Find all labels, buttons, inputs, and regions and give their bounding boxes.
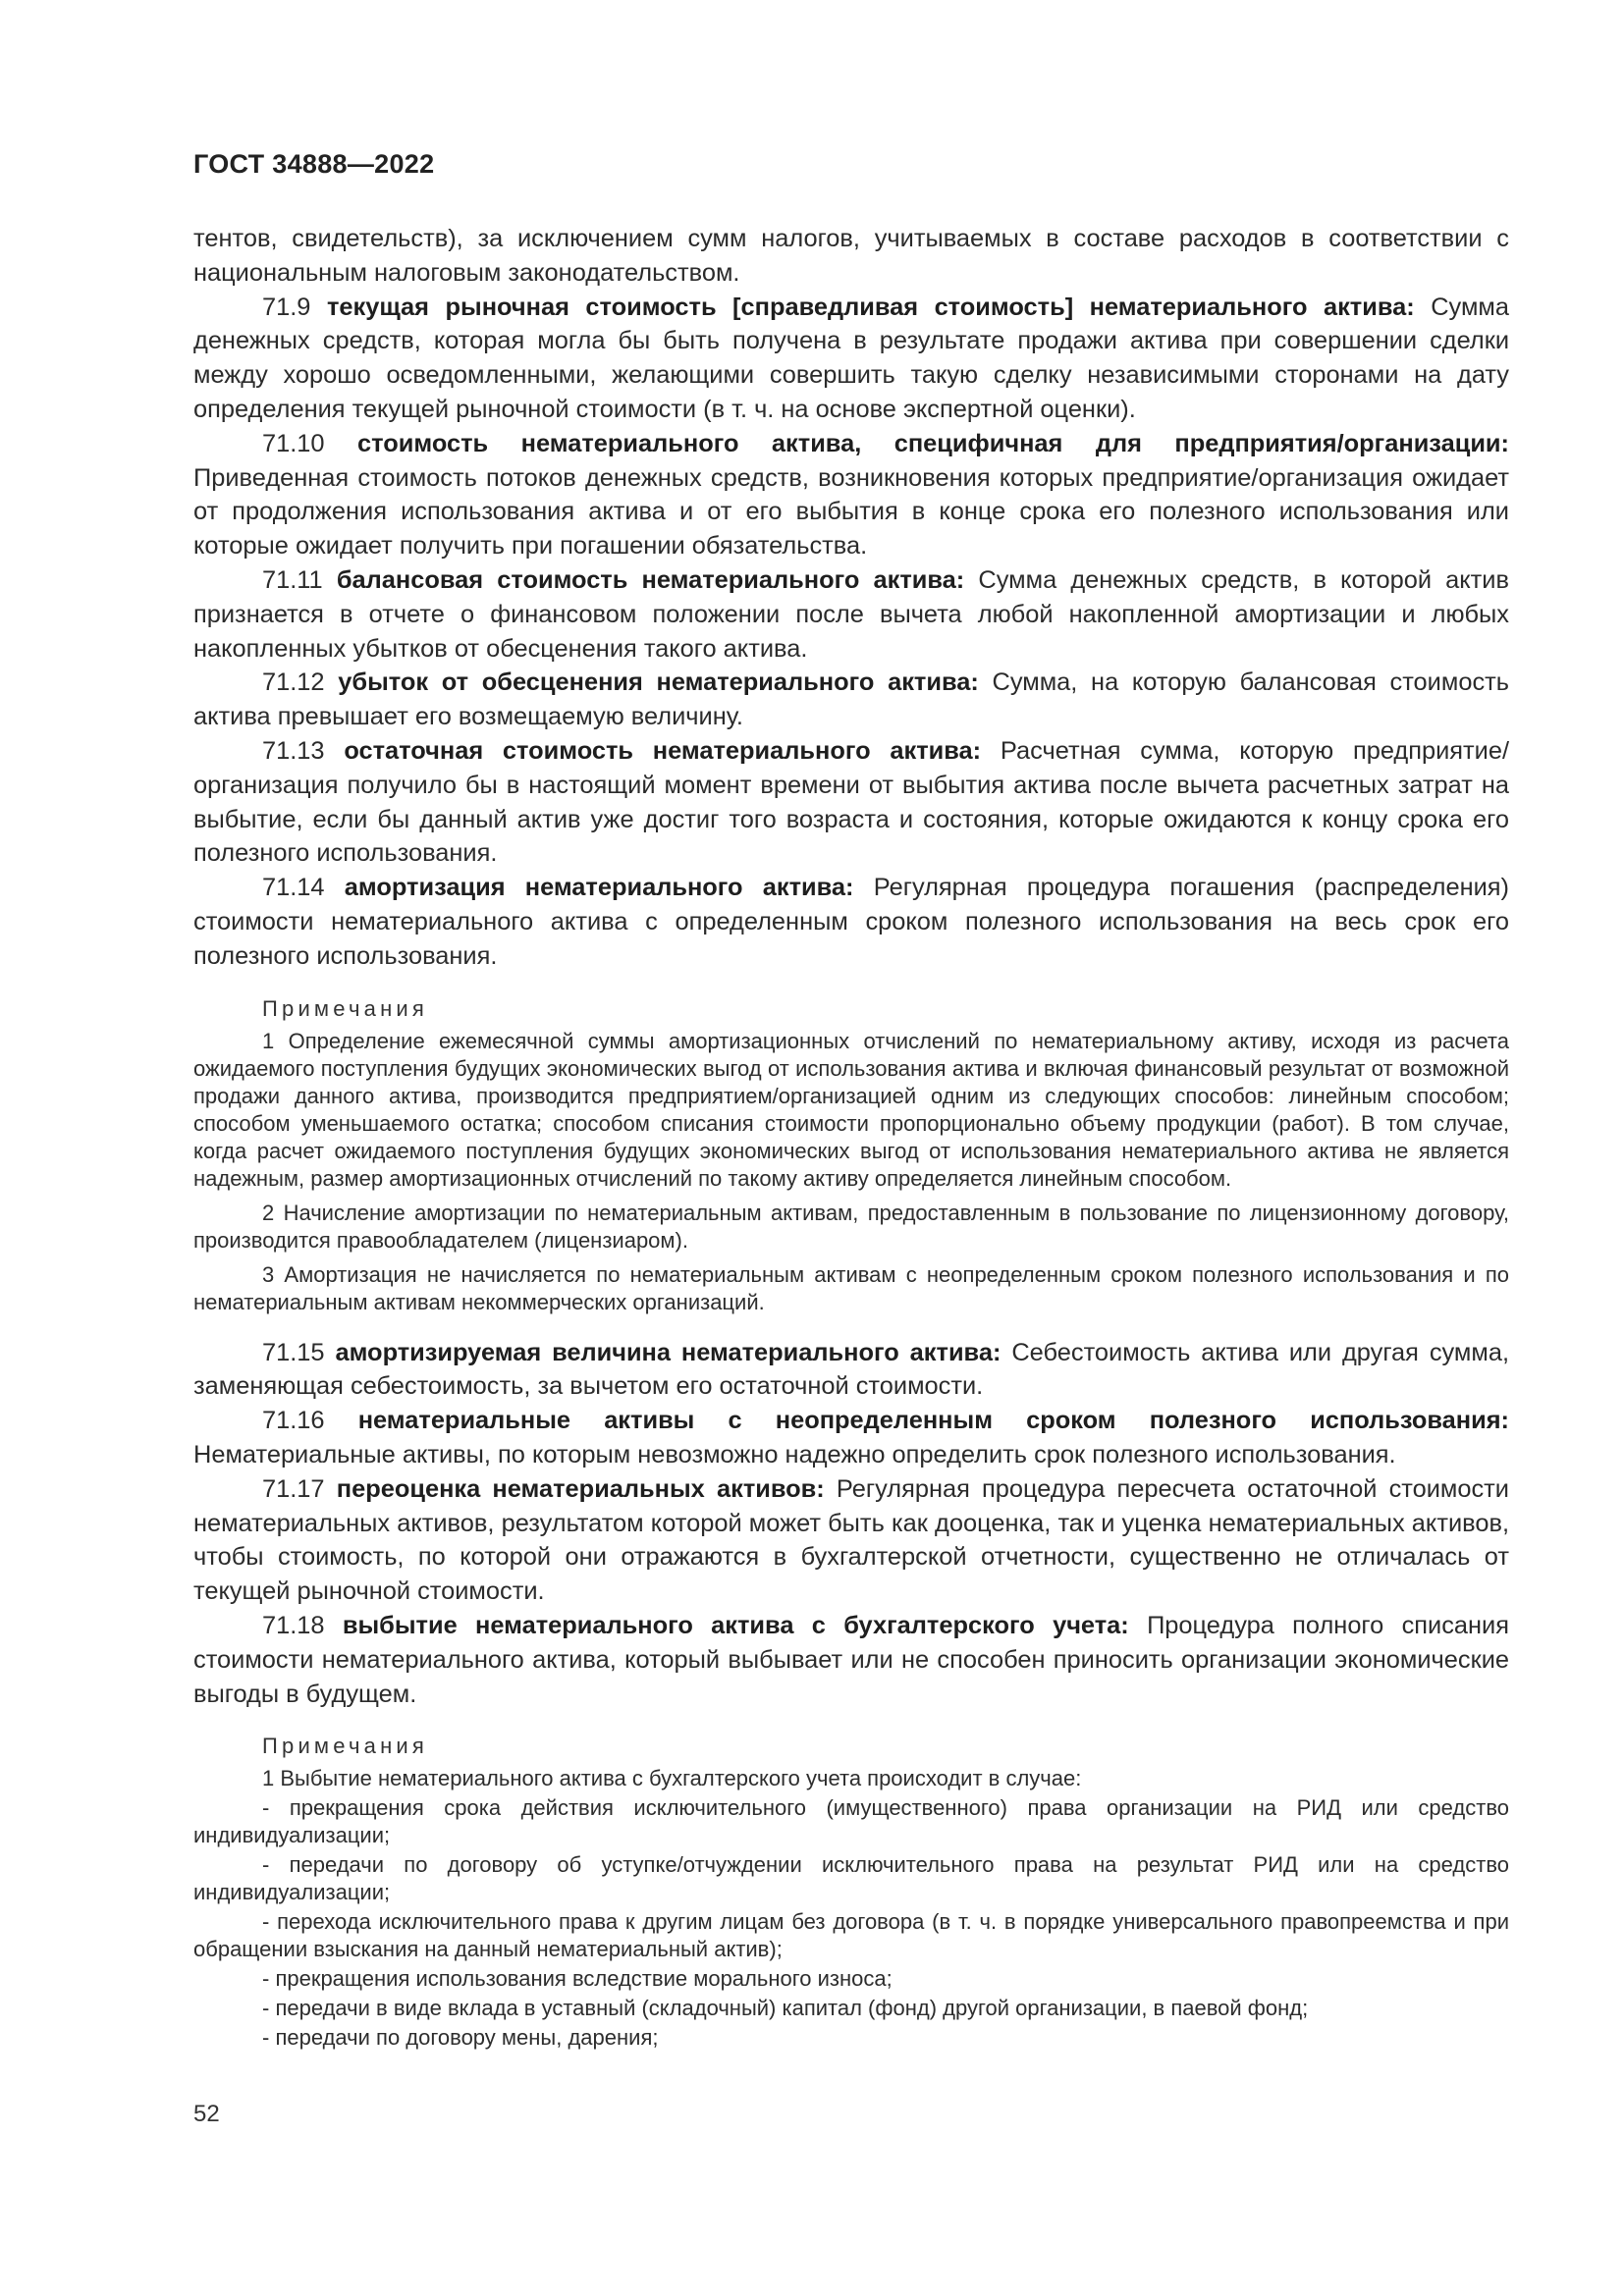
- note-item: 3 Амортизация не начисляется по нематериальным активам с неопределенным сроком полезного использования и по нематериальным активам некоммерческих организаций.: [193, 1261, 1509, 1314]
- term-name: убыток от обесценения нематериального актива:: [338, 668, 979, 697]
- note-item: 1 Определение ежемесячной суммы амортизационных отчислений по нематериальному активу, исходя из расчета ожидаемого поступления будущих экономических выгод от использования актива и включая финансовый результат от возможной продажи данного актива, производится предприятием/организацией одним из следующих способов: линейным способом; способом уменьшаемого остатка; способом списания стоимости пропорционально объему продукции (работ). В том случае, когда расчет ожидаемого поступления будущих экономических выгод от использования нематериального актива не является надежным, размер амортизационных отчислений по такому активу определяется линейным способом.: [193, 1028, 1509, 1191]
- term-number: 71.18: [262, 1611, 325, 1639]
- terms-section-a: [193, 291, 1509, 974]
- term-number: 71.11: [262, 565, 323, 594]
- page-content: [193, 222, 1509, 2054]
- notes-list-a: [193, 1028, 1509, 1316]
- term-definition: [193, 1472, 1509, 1609]
- term-text: Нематериальные активы, по которым невозможно надежно определить срок полезного использования.: [193, 1440, 1396, 1468]
- term-number: 71.13: [262, 736, 325, 765]
- note-item: - передачи по договору об уступке/отчуждении исключительного права на результат РИД или на средство индивидуализации;: [193, 1852, 1509, 1905]
- term-text: Регулярная процедура пересчета остаточной стоимости нематериальных активов, результатом которой может быть как дооценка, так и уценка нематериальных активов, чтобы стоимость, по которой они отражаются в бухгалтерской отчетности, существенно не отличалась от текущей рыночной стоимости.: [193, 1474, 1509, 1606]
- term-definition: [193, 734, 1509, 871]
- note-item: - передачи в виде вклада в уставный (складочный) капитал (фонд) другой организации, в паевой фонд;: [262, 1996, 1309, 2021]
- term-name: переоценка нематериальных активов:: [336, 1474, 825, 1503]
- term-number: 71.10: [262, 429, 325, 457]
- term-definition: [193, 427, 1509, 563]
- term-definition: [193, 563, 1509, 666]
- term-number: 71.9: [262, 293, 311, 321]
- term-name: амортизация нематериального актива:: [344, 874, 854, 902]
- term-definition: [193, 871, 1509, 973]
- term-text: Расчетная сумма, которую предприятие/организация получило бы в настоящий момент времени от выбытия актива после вычета расчетных затрат на выбытие, если бы данный актив уже достиг того возраста и состояния, которые ожидаются к концу срока его полезного использования.: [193, 736, 1509, 868]
- term-text: Приведенная стоимость потоков денежных средств, возникновения которых предприятие/организация ожидает от продолжения использования актива и от его выбытия в конце срока его полезного использования или которые ожидает получить при погашении обязательства.: [193, 463, 1509, 561]
- note-item: - передачи по договору мены, дарения;: [262, 2025, 659, 2051]
- page-number: 52: [193, 2101, 220, 2127]
- term-text: Процедура полного списания стоимости нематериального актива, который выбывает или не способен приносить организации экономические выгоды в будущем.: [193, 1611, 1509, 1708]
- notes-heading: Примечания: [262, 1734, 429, 1759]
- terms-section-b: [193, 1336, 1509, 1712]
- term-definition: [193, 1336, 1509, 1405]
- term-number: 71.14: [262, 874, 325, 902]
- notes-list-b: [193, 1794, 1509, 2052]
- term-definition: [193, 291, 1509, 427]
- term-name: балансовая стоимость нематериального актива:: [336, 565, 965, 594]
- term-text: Себестоимость актива или другая сумма, заменяющая себестоимость, за вычетом его остаточной стоимости.: [193, 1338, 1510, 1401]
- term-name: амортизируемая величина нематериального актива:: [335, 1338, 1001, 1366]
- term-name: выбытие нематериального актива с бухгалтерского учета:: [342, 1611, 1129, 1639]
- term-name: остаточная стоимость нематериального актива:: [344, 736, 982, 765]
- notes-heading: Примечания: [262, 995, 429, 1021]
- term-number: 71.12: [262, 668, 325, 697]
- term-definition: [193, 1609, 1509, 1711]
- term-number: 71.17: [262, 1474, 325, 1503]
- term-name: нематериальные активы с неопределенным сроком полезного использования:: [357, 1407, 1509, 1435]
- term-text: Регулярная процедура погашения (распределения) стоимости нематериального актива с определенным сроком полезного использования на весь срок его полезного использования.: [193, 874, 1510, 970]
- term-definition: [193, 666, 1509, 734]
- note-item: - прекращения использования вследствие морального износа;: [262, 1966, 893, 1992]
- note-intro: 1 Выбытие нематериального актива с бухгалтерского учета происходит в случае:: [262, 1766, 1082, 1791]
- note-item: - прекращения срока действия исключительного (имущественного) права организации на РИД или средство индивидуализации;: [193, 1795, 1509, 1848]
- term-text: Сумма, на которую балансовая стоимость актива превышает его возмещаемую величину.: [193, 668, 1509, 731]
- note-item: - перехода исключительного права к другим лицам без договора (в т. ч. в порядке универсального правопреемства и при обращении взыскания на данный нематериальный актив);: [193, 1909, 1509, 1962]
- term-text: Сумма денежных средств, которая могла бы быть получена в результате продажи актива при совершении сделки между хорошо осведомленными, желающими совершить такую сделку независимыми сторонами на дату определения текущей рыночной стоимости (в т. ч. на основе экспертной оценки).: [193, 293, 1509, 423]
- continued-paragraph: тентов, свидетельств), за исключением сумм налогов, учитываемых в составе расходов в соответствии с национальным налоговым законодательством.: [193, 225, 1509, 287]
- term-text: Сумма денежных средств, в которой актив признается в отчете о финансовом положении после вычета любой накопленной амортизации и любых накопленных убытков от обесценения такого актива.: [193, 565, 1509, 663]
- term-number: 71.15: [262, 1338, 325, 1366]
- term-name: стоимость нематериального актива, специфичная для предприятия/организации:: [357, 429, 1509, 457]
- note-item: 2 Начисление амортизации по нематериальным активам, предоставленным в пользование по лицензионному договору, производится правообладателем (лицензиаром).: [193, 1200, 1509, 1253]
- term-number: 71.16: [262, 1407, 325, 1435]
- term-definition: [193, 1404, 1509, 1472]
- document-code-header: ГОСТ 34888—2022: [193, 149, 435, 179]
- term-name: текущая рыночная стоимость [справедливая стоимость] нематериального актива:: [326, 293, 1415, 321]
